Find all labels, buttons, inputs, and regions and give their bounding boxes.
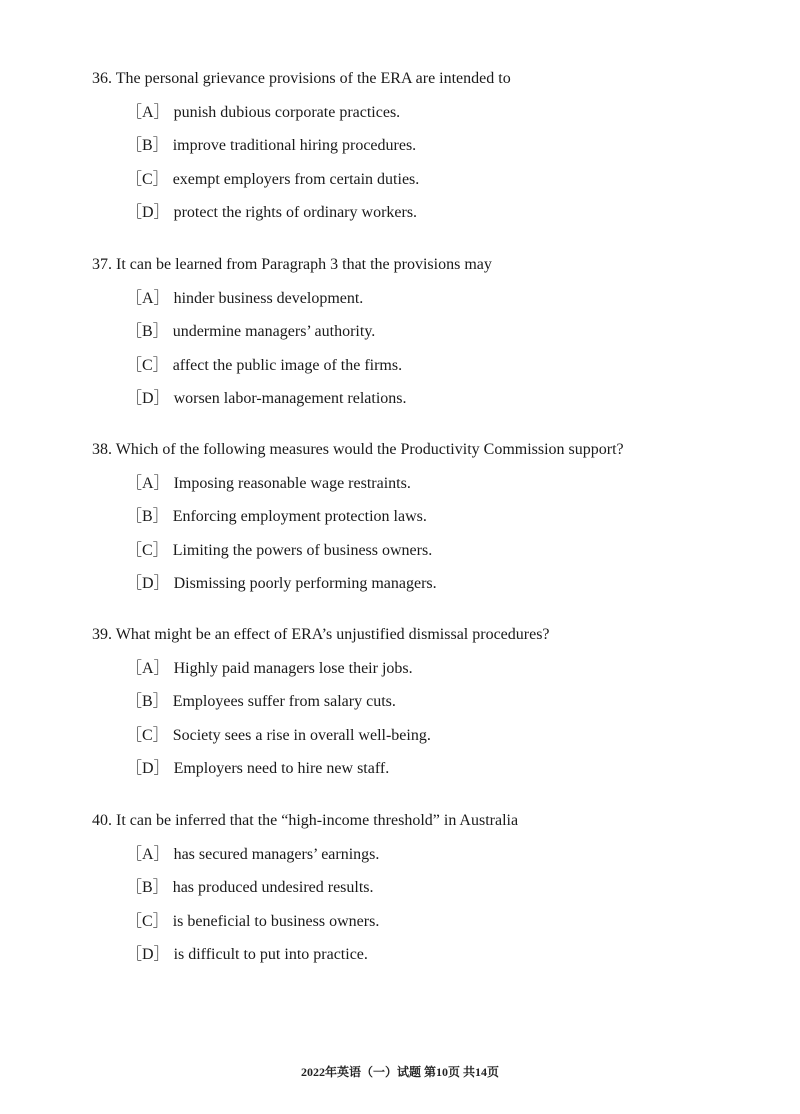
question-stem: 40. It can be inferred that the “high-income threshold” in Australia (92, 812, 519, 829)
option-letter: ［A］ (126, 845, 170, 863)
option-a (92, 474, 772, 494)
option-text: has secured managers’ earnings. (173, 845, 380, 863)
option-d (92, 945, 772, 965)
question-39 (92, 625, 772, 779)
option-text: affect the public image of the firms. (172, 356, 403, 374)
option-letter: ［A］ (126, 289, 170, 307)
option-text: undermine managers’ authority. (172, 323, 376, 340)
option-text: Enforcing employment protection laws. (172, 508, 427, 525)
option-letter: ［B］ (126, 879, 169, 896)
option-letter: ［D］ (126, 760, 170, 777)
option-letter: ［B］ (126, 508, 169, 525)
option-c (92, 726, 772, 746)
question-37 (92, 255, 772, 409)
option-text: Limiting the powers of business owners. (172, 541, 433, 559)
option-letter: ［D］ (126, 946, 170, 963)
option-text: has produced undesired results. (172, 879, 374, 896)
question-stem: 36. The personal grievance provisions of the ERA are intended to (92, 70, 511, 87)
option-text: Employees suffer from salary cuts. (172, 693, 396, 710)
option-letter: ［C］ (126, 912, 169, 930)
option-b (92, 878, 772, 898)
option-letter: ［B］ (126, 693, 169, 710)
option-text: improve traditional hiring procedures. (172, 137, 417, 154)
option-letter: ［A］ (126, 103, 170, 121)
option-d (92, 759, 772, 779)
option-text: is difficult to put into practice. (173, 946, 368, 963)
option-d (92, 389, 772, 409)
option-letter: ［C］ (126, 356, 169, 374)
option-text: protect the rights of ordinary workers. (173, 204, 418, 221)
option-list (92, 659, 772, 780)
option-list (92, 474, 772, 595)
option-text: Imposing reasonable wage restraints. (173, 474, 411, 492)
option-c (92, 356, 772, 376)
option-a (92, 289, 772, 309)
question-stem: 37. It can be learned from Paragraph 3 that the provisions may (92, 256, 492, 273)
option-list (92, 845, 772, 966)
question-36 (92, 69, 772, 223)
option-text: Highly paid managers lose their jobs. (173, 659, 413, 677)
option-b (92, 322, 772, 342)
option-d (92, 574, 772, 594)
option-a (92, 659, 772, 679)
option-list (92, 103, 772, 224)
option-letter: ［C］ (126, 726, 169, 744)
option-text: exempt employers from certain duties. (172, 170, 420, 188)
option-text: hinder business development. (173, 289, 364, 307)
option-text: Society sees a rise in overall well-being. (172, 726, 431, 744)
question-40 (92, 811, 772, 965)
option-c (92, 541, 772, 561)
option-b (92, 507, 772, 527)
option-c (92, 170, 772, 190)
option-text: worsen labor-management relations. (173, 390, 407, 407)
page-footer: 2022年英语（一）试题 第10页 共14页 (300, 1065, 499, 1079)
option-letter: ［A］ (126, 659, 170, 677)
option-letter: ［D］ (126, 204, 170, 221)
option-a (92, 845, 772, 865)
question-stem: 38. Which of the following measures would the Productivity Commission support? (92, 441, 624, 458)
option-list (92, 289, 772, 410)
option-b (92, 136, 772, 156)
option-d (92, 203, 772, 223)
option-c (92, 912, 772, 932)
option-letter: ［D］ (126, 575, 170, 592)
option-a (92, 103, 772, 123)
option-b (92, 692, 772, 712)
option-text: Employers need to hire new staff. (173, 760, 390, 777)
option-letter: ［C］ (126, 541, 169, 559)
option-letter: ［B］ (126, 323, 169, 340)
option-text: is beneficial to business owners. (172, 912, 380, 930)
option-letter: ［C］ (126, 170, 169, 188)
option-text: Dismissing poorly performing managers. (173, 575, 437, 592)
option-letter: ［B］ (126, 137, 169, 154)
option-letter: ［A］ (126, 474, 170, 492)
question-stem: 39. What might be an effect of ERA’s unjustified dismissal procedures? (92, 626, 550, 643)
question-38 (92, 440, 772, 594)
option-text: punish dubious corporate practices. (173, 103, 401, 121)
option-letter: ［D］ (126, 390, 170, 407)
